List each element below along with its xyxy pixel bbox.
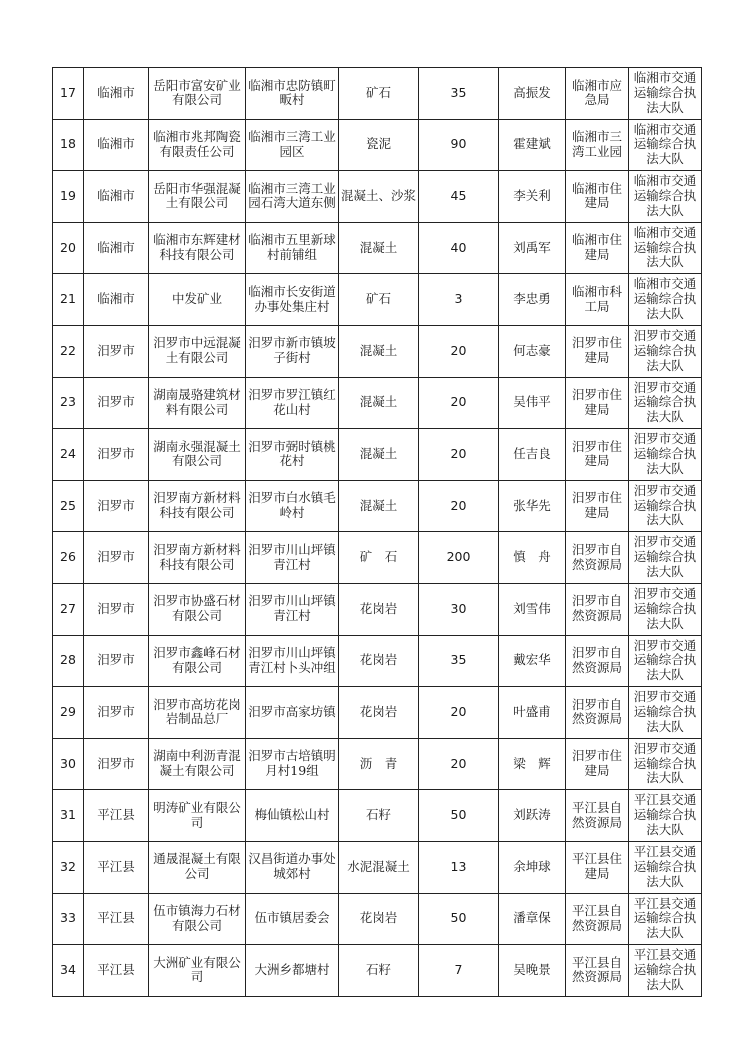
company-cell: 大洲矿业有限公司	[149, 945, 246, 997]
material-cell: 水泥混凝土	[339, 841, 419, 893]
table-row	[53, 532, 702, 584]
company-cell: 岳阳市华强混凝土有限公司	[149, 171, 246, 223]
law-enforcement-cell: 汨罗市交通运输综合执法大队	[629, 480, 702, 532]
location-cell: 伍市镇居委会	[246, 893, 339, 945]
amount-cell: 40	[419, 222, 499, 274]
row-number: 26	[53, 532, 84, 584]
company-cell: 通晟混凝土有限公司	[149, 841, 246, 893]
county-cell: 汨罗市	[84, 532, 149, 584]
person-cell: 叶盛甫	[499, 687, 566, 739]
table-row	[53, 738, 702, 790]
department-cell: 平江县自然资源局	[566, 893, 629, 945]
row-number: 17	[53, 68, 84, 120]
material-cell: 石籽	[339, 945, 419, 997]
data-table	[52, 67, 702, 997]
amount-cell: 35	[419, 635, 499, 687]
amount-cell: 50	[419, 893, 499, 945]
material-cell: 矿石	[339, 68, 419, 120]
location-cell: 梅仙镇松山村	[246, 790, 339, 842]
table-row	[53, 841, 702, 893]
material-cell: 沥 青	[339, 738, 419, 790]
law-enforcement-cell: 汨罗市交通运输综合执法大队	[629, 429, 702, 481]
county-cell: 临湘市	[84, 171, 149, 223]
law-enforcement-cell: 平江县交通运输综合执法大队	[629, 893, 702, 945]
table-row	[53, 119, 702, 171]
material-cell: 矿 石	[339, 532, 419, 584]
law-enforcement-cell: 临湘市交通运输综合执法大队	[629, 68, 702, 120]
department-cell: 汨罗市住建局	[566, 480, 629, 532]
department-cell: 临湘市科工局	[566, 274, 629, 326]
company-cell: 中发矿业	[149, 274, 246, 326]
amount-cell: 20	[419, 429, 499, 481]
company-cell: 湖南永强混凝土有限公司	[149, 429, 246, 481]
county-cell: 汨罗市	[84, 738, 149, 790]
company-cell: 汨罗市协盛石材有限公司	[149, 583, 246, 635]
company-cell: 临湘市东辉建材科技有限公司	[149, 222, 246, 274]
amount-cell: 35	[419, 68, 499, 120]
department-cell: 临湘市住建局	[566, 222, 629, 274]
county-cell: 平江县	[84, 945, 149, 997]
amount-cell: 20	[419, 325, 499, 377]
company-cell: 汨罗市高坊花岗岩制品总厂	[149, 687, 246, 739]
person-cell: 潘章保	[499, 893, 566, 945]
location-cell: 汨罗市高家坊镇	[246, 687, 339, 739]
company-cell: 明涛矿业有限公司	[149, 790, 246, 842]
material-cell: 石籽	[339, 790, 419, 842]
location-cell: 汉昌街道办事处城郊村	[246, 841, 339, 893]
amount-cell: 45	[419, 171, 499, 223]
material-cell: 瓷泥	[339, 119, 419, 171]
county-cell: 汨罗市	[84, 635, 149, 687]
company-cell: 汨罗南方新材料科技有限公司	[149, 480, 246, 532]
material-cell: 花岗岩	[339, 583, 419, 635]
department-cell: 汨罗市住建局	[566, 429, 629, 481]
row-number: 21	[53, 274, 84, 326]
county-cell: 平江县	[84, 893, 149, 945]
person-cell: 余坤球	[499, 841, 566, 893]
material-cell: 混凝土	[339, 377, 419, 429]
table-row	[53, 635, 702, 687]
location-cell: 临湘市忠防镇町畈村	[246, 68, 339, 120]
material-cell: 花岗岩	[339, 635, 419, 687]
person-cell: 吴晚景	[499, 945, 566, 997]
law-enforcement-cell: 临湘市交通运输综合执法大队	[629, 171, 702, 223]
department-cell: 汨罗市自然资源局	[566, 635, 629, 687]
table-row	[53, 377, 702, 429]
row-number: 20	[53, 222, 84, 274]
location-cell: 临湘市三湾工业园区	[246, 119, 339, 171]
law-enforcement-cell: 平江县交通运输综合执法大队	[629, 841, 702, 893]
department-cell: 平江县住建局	[566, 841, 629, 893]
county-cell: 平江县	[84, 790, 149, 842]
person-cell: 霍建斌	[499, 119, 566, 171]
location-cell: 临湘市长安街道办事处集庄村	[246, 274, 339, 326]
row-number: 23	[53, 377, 84, 429]
person-cell: 张华先	[499, 480, 566, 532]
location-cell: 汨罗市新市镇坡子街村	[246, 325, 339, 377]
table-row	[53, 945, 702, 997]
row-number: 33	[53, 893, 84, 945]
department-cell: 汨罗市住建局	[566, 377, 629, 429]
material-cell: 混凝土	[339, 429, 419, 481]
table-row	[53, 893, 702, 945]
law-enforcement-cell: 平江县交通运输综合执法大队	[629, 790, 702, 842]
county-cell: 汨罗市	[84, 325, 149, 377]
amount-cell: 20	[419, 377, 499, 429]
location-cell: 汨罗市川山坪镇青江村卜头冲组	[246, 635, 339, 687]
table-row	[53, 583, 702, 635]
person-cell: 刘禹军	[499, 222, 566, 274]
person-cell: 李忠勇	[499, 274, 566, 326]
county-cell: 汨罗市	[84, 377, 149, 429]
department-cell: 汨罗市住建局	[566, 325, 629, 377]
person-cell: 梁 辉	[499, 738, 566, 790]
amount-cell: 20	[419, 738, 499, 790]
department-cell: 临湘市住建局	[566, 171, 629, 223]
county-cell: 汨罗市	[84, 687, 149, 739]
table-row	[53, 68, 702, 120]
material-cell: 矿石	[339, 274, 419, 326]
person-cell: 高振发	[499, 68, 566, 120]
company-cell: 汨罗市鑫峰石材有限公司	[149, 635, 246, 687]
location-cell: 大洲乡都塘村	[246, 945, 339, 997]
table-row	[53, 325, 702, 377]
amount-cell: 13	[419, 841, 499, 893]
county-cell: 临湘市	[84, 274, 149, 326]
material-cell: 花岗岩	[339, 687, 419, 739]
department-cell: 临湘市应急局	[566, 68, 629, 120]
law-enforcement-cell: 汨罗市交通运输综合执法大队	[629, 583, 702, 635]
amount-cell: 20	[419, 687, 499, 739]
person-cell: 刘跃涛	[499, 790, 566, 842]
amount-cell: 7	[419, 945, 499, 997]
row-number: 32	[53, 841, 84, 893]
county-cell: 临湘市	[84, 119, 149, 171]
row-number: 18	[53, 119, 84, 171]
county-cell: 平江县	[84, 841, 149, 893]
law-enforcement-cell: 平江县交通运输综合执法大队	[629, 945, 702, 997]
department-cell: 汨罗市自然资源局	[566, 687, 629, 739]
amount-cell: 90	[419, 119, 499, 171]
location-cell: 汨罗市古培镇明月村19组	[246, 738, 339, 790]
row-number: 28	[53, 635, 84, 687]
department-cell: 临湘市三湾工业园	[566, 119, 629, 171]
row-number: 22	[53, 325, 84, 377]
law-enforcement-cell: 汨罗市交通运输综合执法大队	[629, 325, 702, 377]
person-cell: 李关利	[499, 171, 566, 223]
table-row	[53, 429, 702, 481]
person-cell: 慎 舟	[499, 532, 566, 584]
company-cell: 岳阳市富安矿业有限公司	[149, 68, 246, 120]
person-cell: 任吉良	[499, 429, 566, 481]
amount-cell: 3	[419, 274, 499, 326]
company-cell: 湖南中利沥青混凝土有限公司	[149, 738, 246, 790]
material-cell: 混凝土	[339, 325, 419, 377]
table-row	[53, 222, 702, 274]
location-cell: 汨罗市弼时镇桃花村	[246, 429, 339, 481]
department-cell: 平江县自然资源局	[566, 790, 629, 842]
law-enforcement-cell: 汨罗市交通运输综合执法大队	[629, 635, 702, 687]
person-cell: 戴宏华	[499, 635, 566, 687]
table-row	[53, 171, 702, 223]
company-cell: 伍市镇海力石材有限公司	[149, 893, 246, 945]
amount-cell: 20	[419, 480, 499, 532]
law-enforcement-cell: 汨罗市交通运输综合执法大队	[629, 687, 702, 739]
location-cell: 临湘市三湾工业园石湾大道东侧	[246, 171, 339, 223]
department-cell: 汨罗市自然资源局	[566, 583, 629, 635]
department-cell: 平江县自然资源局	[566, 945, 629, 997]
county-cell: 临湘市	[84, 222, 149, 274]
row-number: 29	[53, 687, 84, 739]
row-number: 30	[53, 738, 84, 790]
row-number: 19	[53, 171, 84, 223]
table-row	[53, 480, 702, 532]
material-cell: 混凝土	[339, 480, 419, 532]
table-row	[53, 687, 702, 739]
person-cell: 吴伟平	[499, 377, 566, 429]
row-number: 25	[53, 480, 84, 532]
row-number: 31	[53, 790, 84, 842]
person-cell: 刘雪伟	[499, 583, 566, 635]
table-body	[53, 68, 702, 997]
law-enforcement-cell: 汨罗市交通运输综合执法大队	[629, 738, 702, 790]
law-enforcement-cell: 临湘市交通运输综合执法大队	[629, 274, 702, 326]
location-cell: 汨罗市川山坪镇青江村	[246, 583, 339, 635]
material-cell: 混凝土、沙浆	[339, 171, 419, 223]
material-cell: 花岗岩	[339, 893, 419, 945]
amount-cell: 30	[419, 583, 499, 635]
row-number: 34	[53, 945, 84, 997]
row-number: 27	[53, 583, 84, 635]
company-cell: 湖南晟骆建筑材料有限公司	[149, 377, 246, 429]
county-cell: 临湘市	[84, 68, 149, 120]
table-row	[53, 274, 702, 326]
company-cell: 汨罗市中远混凝土有限公司	[149, 325, 246, 377]
table-row	[53, 790, 702, 842]
location-cell: 临湘市五里新球村前铺组	[246, 222, 339, 274]
law-enforcement-cell: 临湘市交通运输综合执法大队	[629, 222, 702, 274]
row-number: 24	[53, 429, 84, 481]
location-cell: 汨罗市白水镇毛岭村	[246, 480, 339, 532]
county-cell: 汨罗市	[84, 480, 149, 532]
location-cell: 汨罗市罗江镇红花山村	[246, 377, 339, 429]
company-cell: 临湘市兆邦陶瓷有限责任公司	[149, 119, 246, 171]
department-cell: 汨罗市自然资源局	[566, 532, 629, 584]
county-cell: 汨罗市	[84, 583, 149, 635]
company-cell: 汨罗南方新材料科技有限公司	[149, 532, 246, 584]
amount-cell: 200	[419, 532, 499, 584]
law-enforcement-cell: 临湘市交通运输综合执法大队	[629, 119, 702, 171]
location-cell: 汨罗市川山坪镇青江村	[246, 532, 339, 584]
amount-cell: 50	[419, 790, 499, 842]
person-cell: 何志豪	[499, 325, 566, 377]
law-enforcement-cell: 汨罗市交通运输综合执法大队	[629, 532, 702, 584]
material-cell: 混凝土	[339, 222, 419, 274]
county-cell: 汨罗市	[84, 429, 149, 481]
department-cell: 汨罗市住建局	[566, 738, 629, 790]
law-enforcement-cell: 汨罗市交通运输综合执法大队	[629, 377, 702, 429]
